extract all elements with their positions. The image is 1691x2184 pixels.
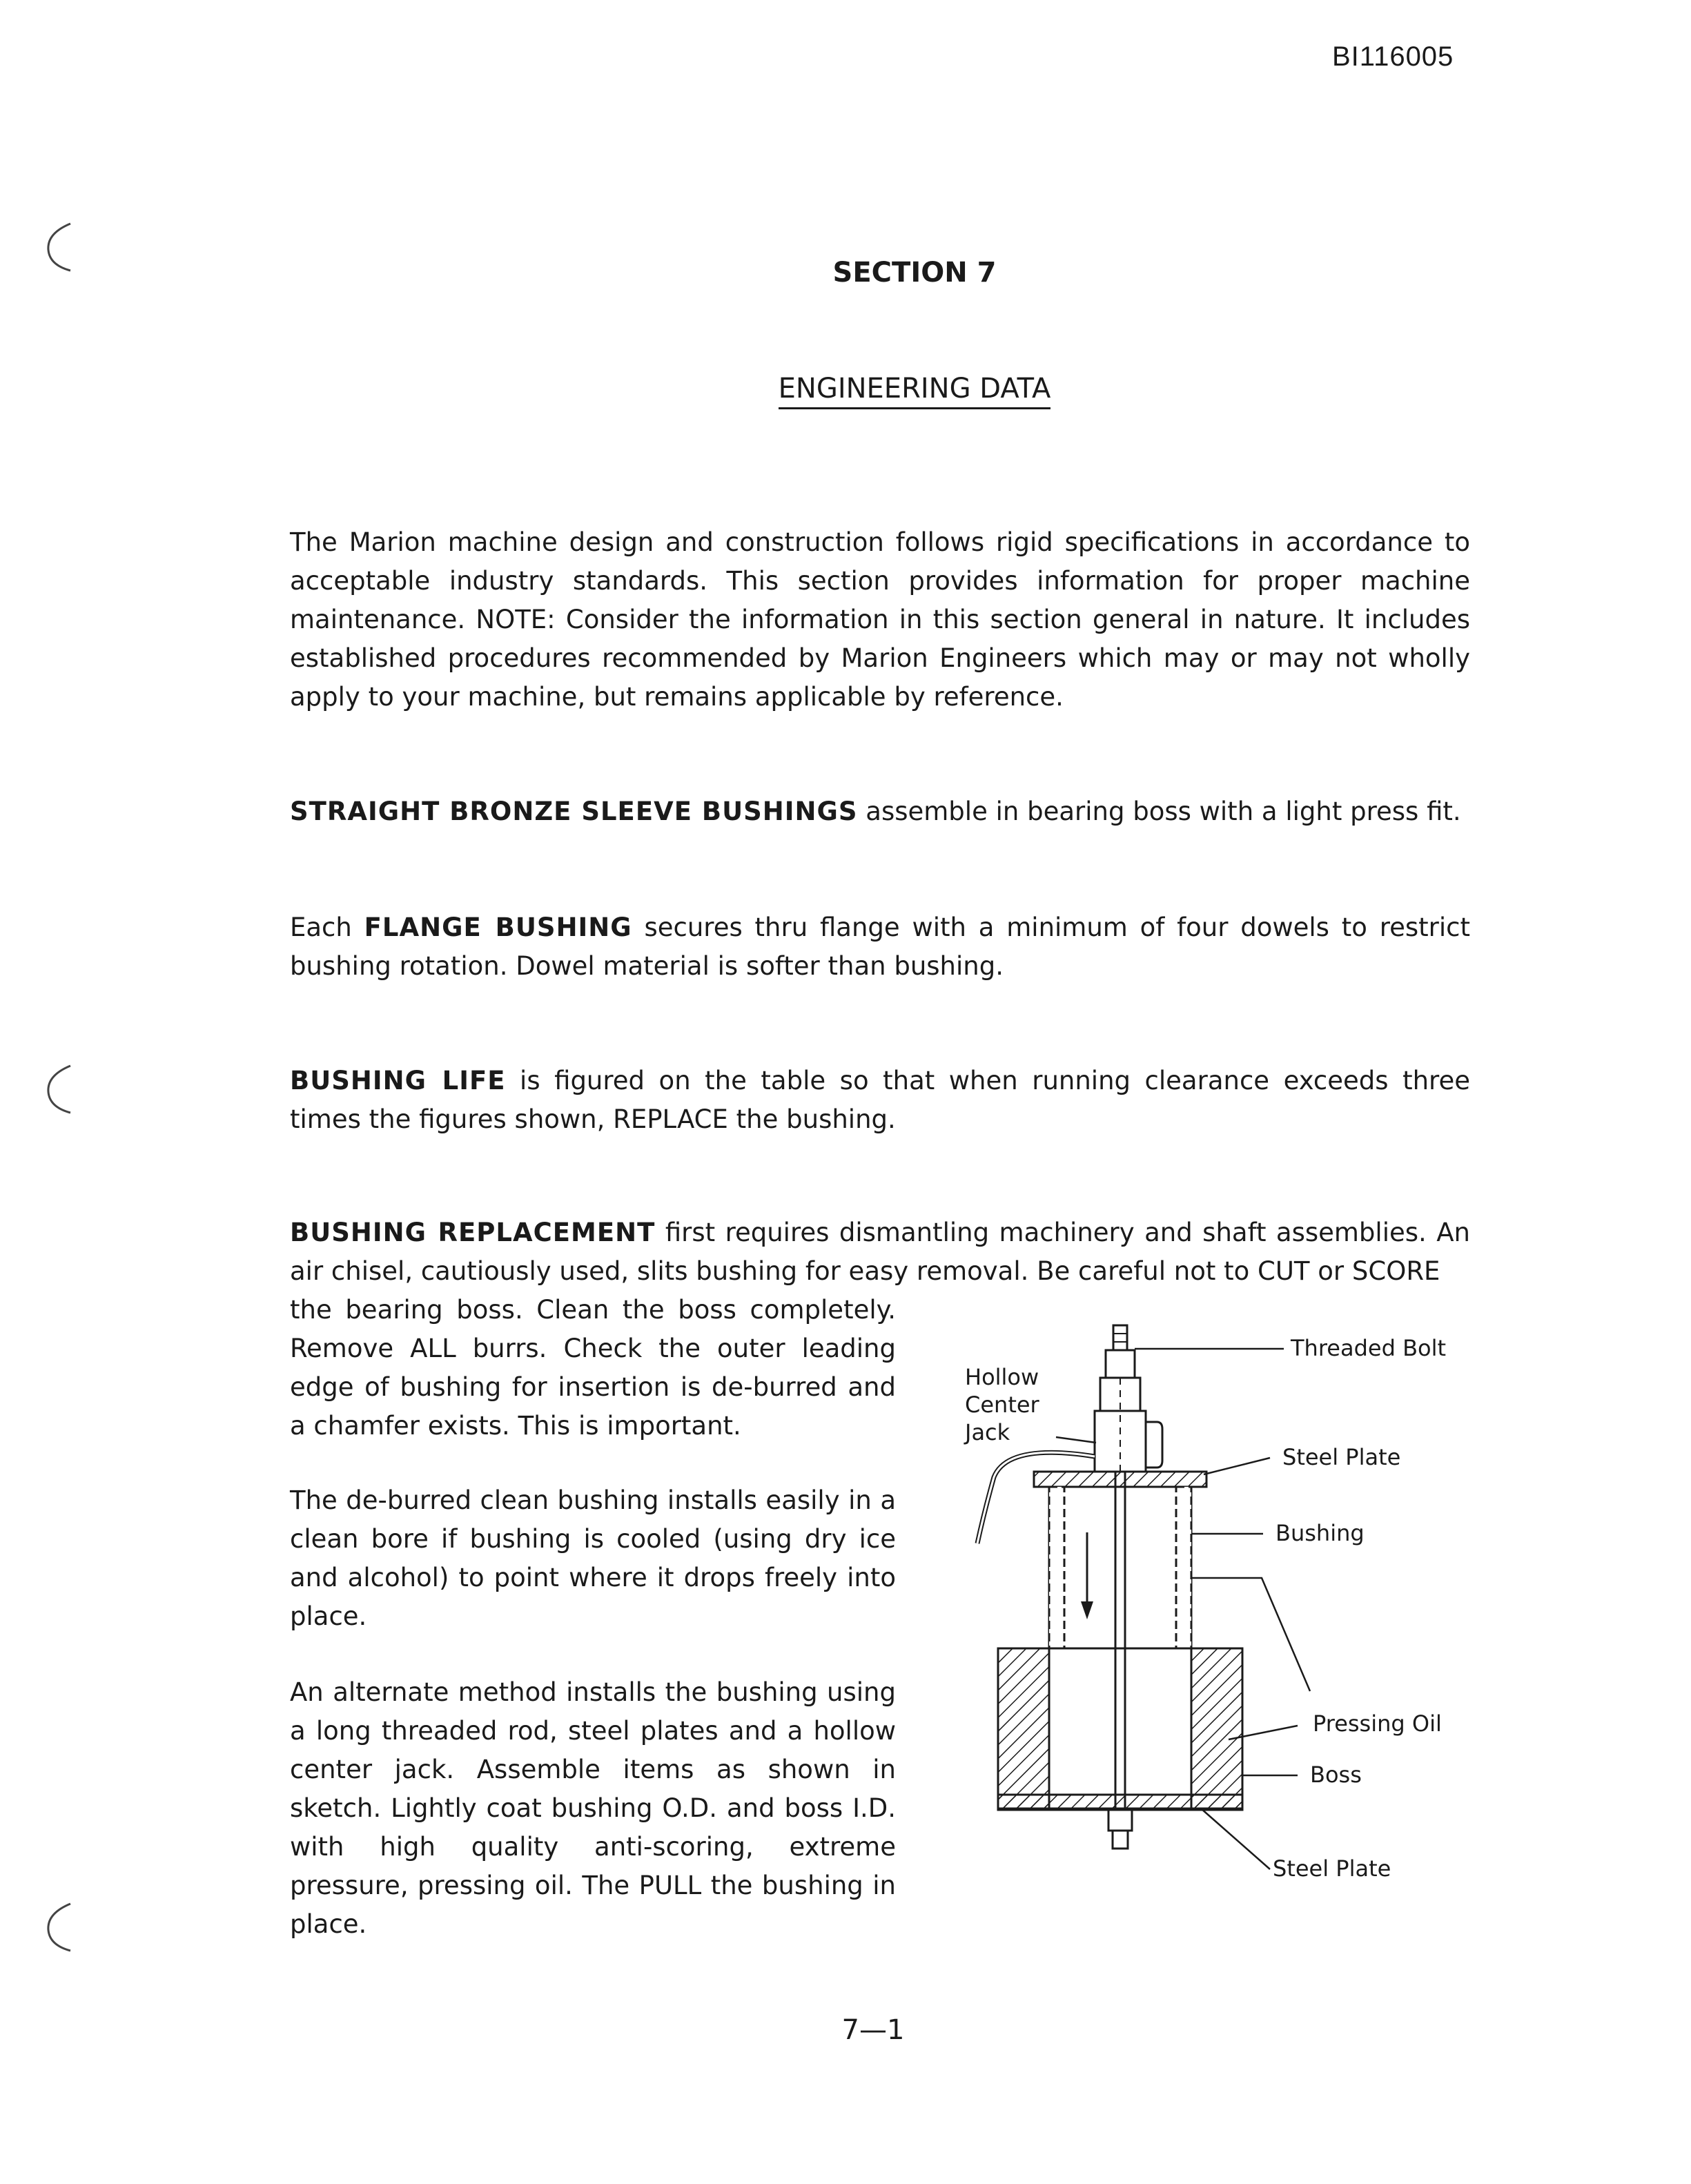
label-bushing: Bushing <box>1275 1520 1365 1546</box>
replacement-column-paragraph-3: An alternate method installs the bushing using a long threaded rod, steel plates and a hollow center jack. Assemble items as shown in sketch. Lightly coat bushing O.D. and boss I.D. with high quality anti-scoring, extreme pressure, pressing oil. The PULL the bushing in place. <box>290 1677 896 1939</box>
bushing-replacement-paragraph <box>290 1213 1470 1291</box>
label-jack: Jack <box>965 1419 1010 1445</box>
label-threaded-bolt: Threaded Bolt <box>1291 1335 1447 1361</box>
bottom-steel-plate <box>998 1795 1242 1810</box>
intro-paragraph: The Marion machine design and construction follows rigid specifications in accordance to acceptable industry standards. This section provides information for proper machine maintenance. NOTE: Consider the information in this section general in nature. It includes established procedures recommended by Marion Engineers which may or may not wholly apply to your machine, but remains applicable by reference. <box>290 527 1470 712</box>
bushing-installation-diagram <box>952 1312 1477 1919</box>
page-number: 7—1 <box>841 2014 905 2046</box>
flange-bushing-pre: Each <box>290 913 364 942</box>
boss-icon <box>998 1648 1242 1808</box>
straight-bushings-heading: STRAIGHT BRONZE SLEEVE BUSHINGS <box>290 797 858 826</box>
bushing-icon <box>1049 1487 1191 1648</box>
bushing-replacement-text: first requires dismantling machinery and shaft assemblies. An air chisel, cautiously used, slits bushing for easy removal. Be careful not to CUT or SCORE <box>290 1218 1470 1286</box>
label-center: Center <box>965 1392 1039 1418</box>
bushing-replacement-heading: BUSHING REPLACEMENT <box>290 1218 656 1247</box>
replacement-column-paragraph-1: the bearing boss. Clean the boss completely. Remove ALL burrs. Check the outer leading edge of bushing for insertion is de-burred and a chamfer exists. This is important. <box>290 1295 896 1441</box>
flange-bushing-heading: FLANGE BUSHING <box>364 913 632 942</box>
bushing-life-text: is figured on the table so that when running clearance exceeds three times the figures shown, REPLACE the bushing. <box>290 1066 1470 1134</box>
threaded-bolt-icon <box>1106 1325 1135 1378</box>
label-boss: Boss <box>1310 1762 1362 1788</box>
section-subtitle-text: ENGINEERING DATA <box>779 373 1051 409</box>
label-hollow: Hollow <box>965 1364 1039 1390</box>
bushing-life-heading: BUSHING LIFE <box>290 1066 506 1095</box>
section-title: SECTION 7 <box>832 257 997 289</box>
label-steel-plate-top: Steel Plate <box>1282 1444 1401 1470</box>
bushing-life-paragraph <box>290 1062 1470 1139</box>
flange-bushing-paragraph <box>290 908 1470 986</box>
straight-bushings-paragraph <box>290 792 1470 831</box>
label-steel-plate-bottom: Steel Plate <box>1273 1855 1391 1882</box>
straight-bushings-text: assemble in bearing boss with a light press fit. <box>857 797 1461 826</box>
punch-hole-mark <box>43 1900 91 1955</box>
section-subtitle <box>0 373 1691 404</box>
punch-hole-mark <box>43 1062 91 1117</box>
replacement-column-paragraph-2: The de-burred clean bushing installs easily in a clean bore if bushing is cooled (using dry ice and alcohol) to point where it drops freely into place. <box>290 1485 896 1631</box>
document-id: BI116005 <box>1332 41 1454 72</box>
label-pressing-oil: Pressing Oil <box>1313 1710 1442 1737</box>
flange-bushing-text: secures thru flange with a minimum of four dowels to restrict bushing rotation. Dowel material is softer than bushing. <box>290 913 1470 981</box>
top-steel-plate <box>1034 1472 1206 1487</box>
